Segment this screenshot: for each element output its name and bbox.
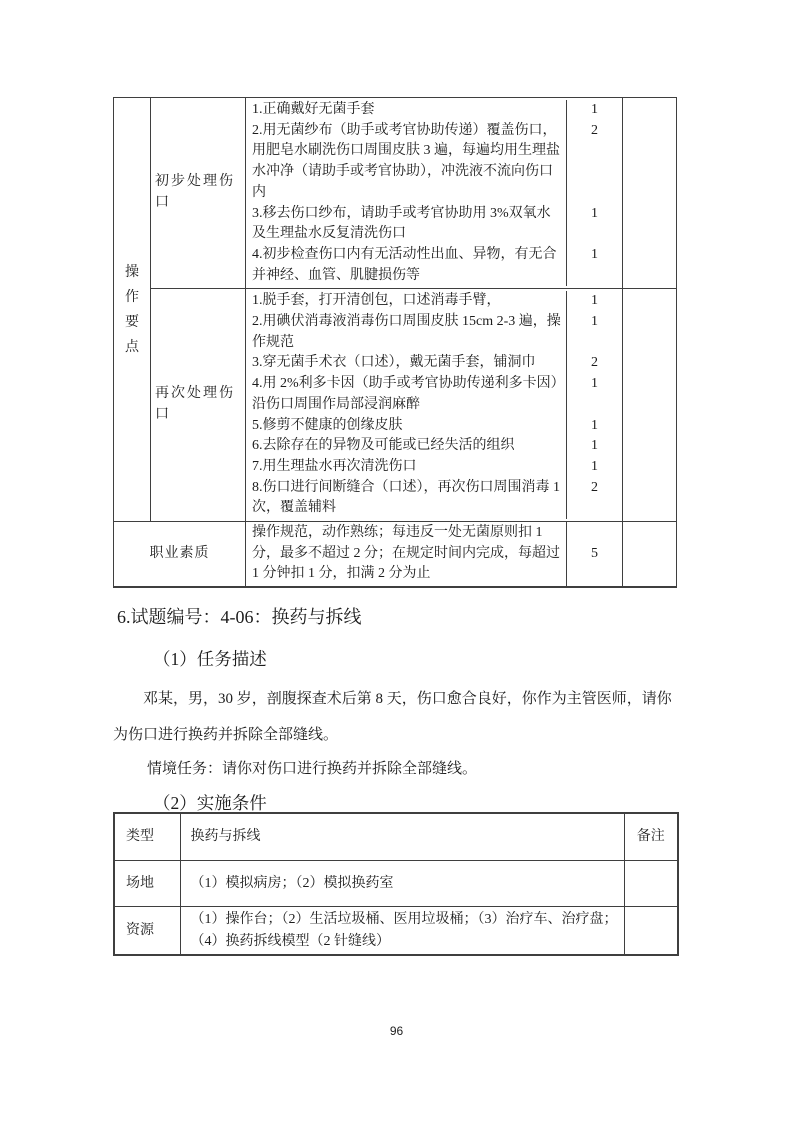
- item-text: 1.脱手套，打开清创包，口述消毒手臂，: [246, 291, 567, 312]
- table-row: [246, 353, 622, 374]
- item-text: 1.正确戴好无菌手套: [246, 100, 567, 121]
- item-score: 1: [591, 417, 598, 433]
- group-second-treatment: [151, 289, 676, 521]
- row-label: 资源: [114, 907, 180, 956]
- table-row: [246, 100, 622, 121]
- scoring-table: [113, 97, 677, 588]
- vertical-header-char: 要: [125, 314, 139, 330]
- summary-row-professionalism: [114, 521, 676, 586]
- item-score: 1: [591, 293, 598, 309]
- item-score: 1: [591, 314, 598, 330]
- note-cell: [624, 907, 678, 956]
- item-score: 2: [591, 479, 598, 495]
- table-row: [246, 416, 622, 437]
- table-row: [246, 312, 622, 353]
- item-text: 6.去除存在的异物及可能或已经失活的组织: [246, 436, 567, 457]
- table-row: [246, 291, 622, 312]
- table-row: [246, 374, 622, 415]
- conditions-table: [113, 812, 679, 956]
- item-text: 7.用生理盐水再次清洗伤口: [246, 457, 567, 478]
- item-text: 2.用无菌纱布（助手或考官协助传递）覆盖伤口，用肥皂水刷洗伤口周围皮肤 3 遍，每遍均用生理盐水冲净（请助手或考官协助），冲洗液不流向伤口内: [246, 121, 567, 204]
- table-row: [246, 204, 622, 245]
- summary-score: 5: [591, 545, 598, 561]
- scoring-table-main: [114, 98, 676, 521]
- group-initial-treatment: [151, 98, 676, 289]
- summary-label: 职业素质: [114, 522, 246, 586]
- vertical-header-char: 操: [125, 264, 139, 280]
- task-description-heading: （1）任务描述: [153, 649, 267, 669]
- item-score: 1: [591, 246, 598, 262]
- group-label: 初步处理伤口: [151, 98, 246, 288]
- header-note: 备注: [624, 813, 678, 861]
- vertical-header-char: 点: [125, 339, 139, 355]
- group-label: 再次处理伤口: [151, 289, 246, 521]
- note-cell: [622, 522, 676, 586]
- summary-text: 操作规范，动作熟练；每违反一处无菌原则扣 1 分，最多不超过 2 分；在规定时间内完成，每超过 1 分钟扣 1 分，扣满 2 分为止: [246, 522, 567, 586]
- note-cell: [622, 289, 676, 521]
- row-content: （1）操作台；（2）生活垃圾桶、医用垃圾桶；（3）治疗车、治疗盘；（4）换药拆线模型（2 针缝线）: [180, 907, 624, 956]
- page-number: 96: [389, 1024, 404, 1038]
- item-text: 3.移去伤口纱布，请助手或考官协助用 3%双氧水及生理盐水反复清洗伤口: [246, 204, 567, 245]
- item-text: 3.穿无菌手术衣（口述），戴无菌手套，铺洞巾: [246, 353, 567, 374]
- item-score: 1: [591, 376, 598, 392]
- header-task-name: 换药与拆线: [180, 813, 624, 861]
- item-text: 8.伤口进行间断缝合（口述），再次伤口周围消毒 1 次，覆盖辅料: [246, 478, 567, 519]
- item-score: 2: [591, 355, 598, 371]
- group-items: [246, 98, 622, 288]
- item-score: 1: [591, 102, 598, 117]
- table-row: [246, 457, 622, 478]
- vertical-header-operation-points: [114, 98, 151, 521]
- section-heading: 6.试题编号：4-06：换药与拆线: [117, 607, 362, 627]
- table-row: [246, 436, 622, 457]
- row-groups: [151, 98, 676, 521]
- item-text: 4.用 2%利多卡因（助手或考官协助传递利多卡因）沿伤口周围作局部浸润麻醉: [246, 374, 567, 415]
- note-cell: [624, 861, 678, 907]
- table-row: [246, 478, 622, 519]
- item-score: 1: [591, 458, 598, 474]
- table-row-resources: [114, 907, 678, 956]
- item-score: 1: [591, 205, 598, 221]
- task-description-paragraph: 邓某，男，30 岁，剖腹探查术后第 8 天，伤口愈合良好，你作为主管医师，请你为伤口进行换药并拆除全部缝线。: [113, 691, 672, 743]
- row-label: 场地: [114, 861, 180, 907]
- note-cell: [622, 98, 676, 288]
- table-row-site: [114, 861, 678, 907]
- item-text: 2.用碘伏消毒液消毒伤口周围皮肤 15cm 2-3 遍，操作规范: [246, 312, 567, 353]
- group-items: [246, 289, 622, 521]
- table-row: [246, 245, 622, 286]
- vertical-header-char: 作: [125, 289, 139, 305]
- item-text: 5.修剪不健康的创缘皮肤: [246, 416, 567, 437]
- item-text: 4.初步检查伤口内有无活动性出血、异物，有无合并神经、血管、肌腱损伤等: [246, 245, 567, 286]
- item-score: 2: [591, 122, 598, 138]
- scenario-task-paragraph: 情境任务：请你对伤口进行换药并拆除全部缝线。: [147, 761, 478, 777]
- table-row: [246, 121, 622, 204]
- header-type: 类型: [114, 813, 180, 861]
- conditions-header-row: [114, 813, 678, 861]
- implementation-conditions-heading: （2）实施条件: [153, 793, 267, 813]
- item-score: 1: [591, 438, 598, 454]
- row-content: （1）模拟病房；（2）模拟换药室: [180, 861, 624, 907]
